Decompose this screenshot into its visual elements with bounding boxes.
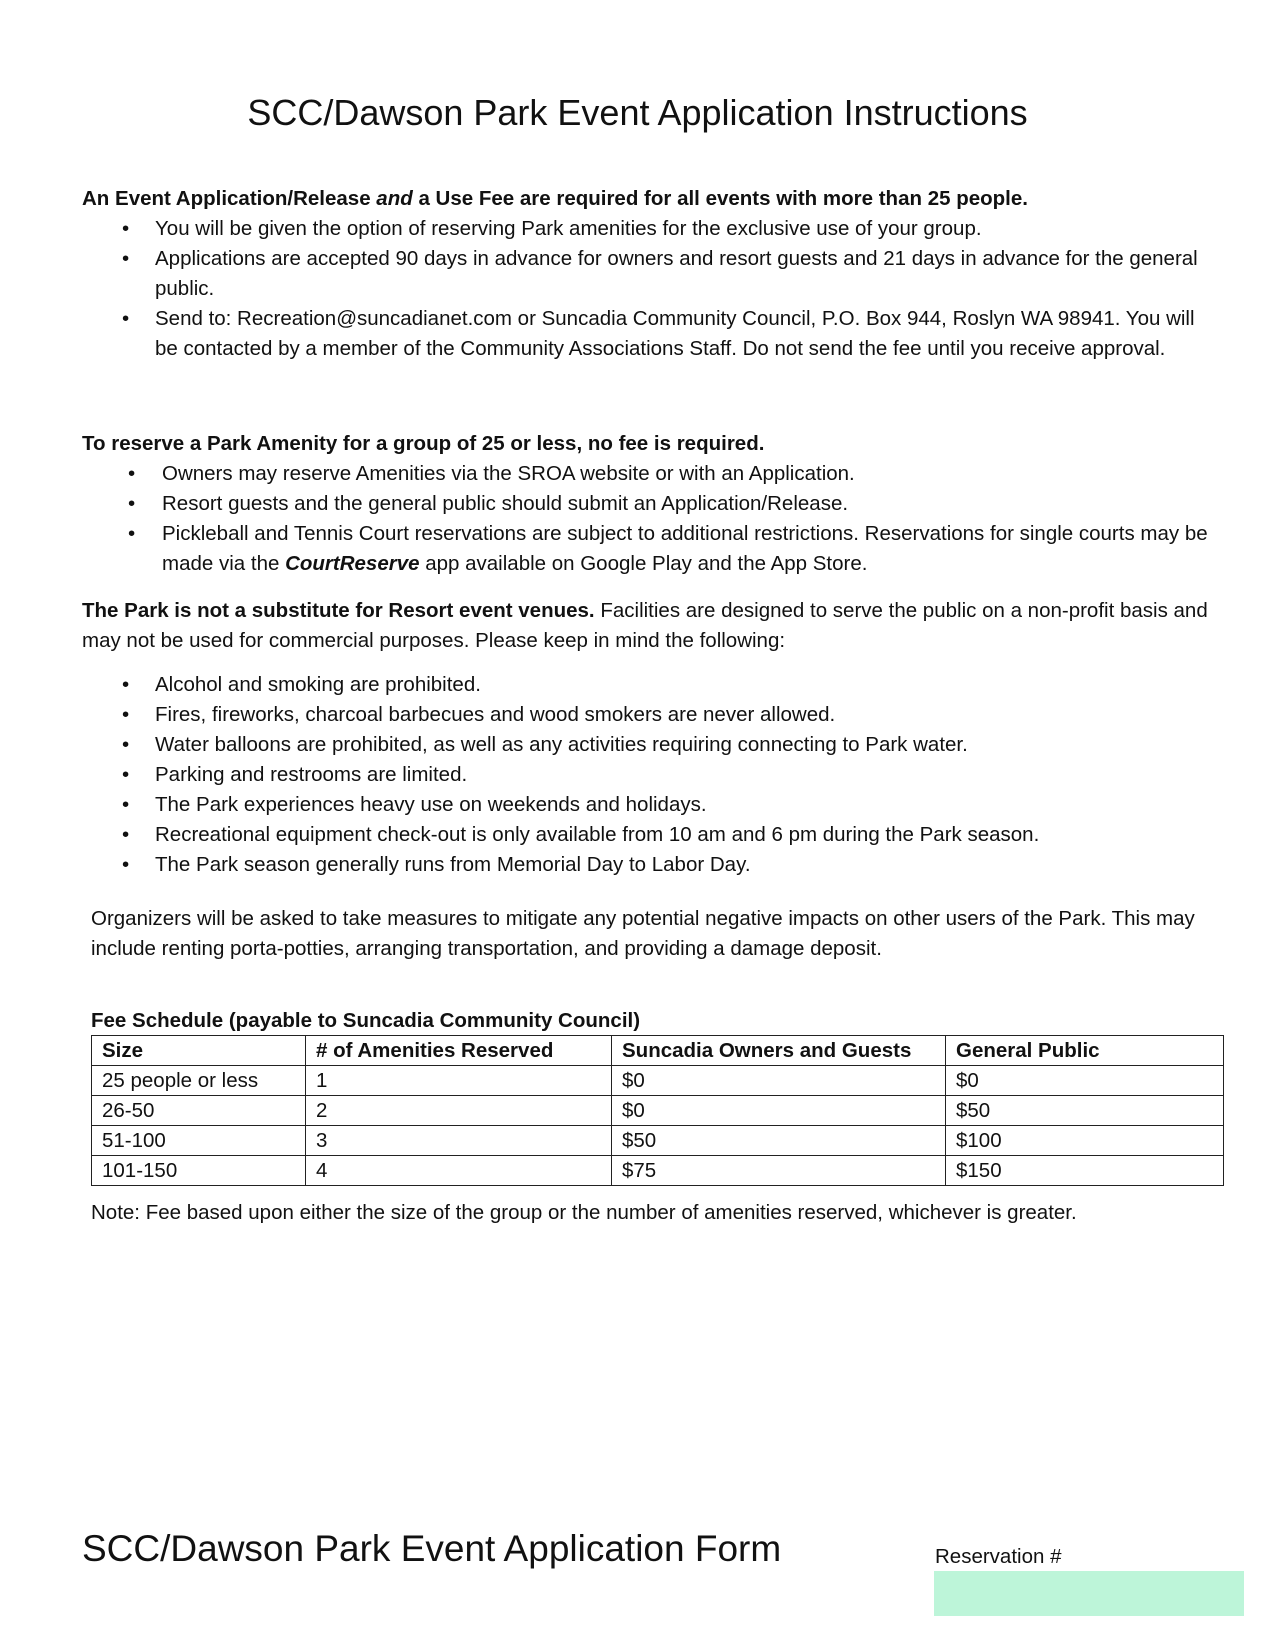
list-item: • Applications are accepted 90 days in advance for owners and resort guests and 21 days in advance for the general public. xyxy=(122,247,1198,300)
event-application-heading: An Event Application/Release and a Use Fee are required for all events with more than 25 people. xyxy=(82,187,1028,210)
list-item: • Recreational equipment check-out is only available from 10 am and 6 pm during the Park season. xyxy=(122,823,1040,846)
park-rules-section xyxy=(82,596,1222,880)
small-group-heading: To reserve a Park Amenity for a group of 25 or less, no fee is required. xyxy=(82,432,765,455)
form-title: SCC/Dawson Park Event Application Form xyxy=(82,1528,782,1569)
table-cell: $100 xyxy=(946,1126,1224,1156)
park-rules-list xyxy=(82,670,1222,880)
table-cell: 25 people or less xyxy=(92,1066,306,1096)
list-item: • Pickleball and Tennis Court reservations are subject to additional restrictions. Reservations for single courts may be made via the CourtReserve app available on Google Play and the App Store. xyxy=(128,522,1208,575)
table-cell: $50 xyxy=(946,1096,1224,1126)
table-row xyxy=(92,1096,1224,1126)
column-header-size: Size xyxy=(92,1036,306,1066)
small-group-list xyxy=(82,459,1222,579)
reservation-number-label: Reservation # xyxy=(935,1545,1062,1568)
table-cell: 26-50 xyxy=(92,1096,306,1126)
table-cell: $150 xyxy=(946,1156,1224,1186)
table-cell: 101-150 xyxy=(92,1156,306,1186)
table-cell: $50 xyxy=(612,1126,946,1156)
event-application-list xyxy=(82,214,1222,364)
table-header-row xyxy=(92,1036,1224,1066)
table-cell: 1 xyxy=(306,1066,612,1096)
table-cell: $75 xyxy=(612,1156,946,1186)
reservation-number-field[interactable] xyxy=(934,1571,1244,1616)
table-cell: 3 xyxy=(306,1126,612,1156)
list-item: • Water balloons are prohibited, as well as any activities requiring connecting to Park water. xyxy=(122,733,968,756)
column-header-owners-guests: Suncadia Owners and Guests xyxy=(612,1036,946,1066)
fee-schedule-caption: Fee Schedule (payable to Suncadia Community Council) xyxy=(91,1009,641,1032)
table-cell: 51-100 xyxy=(92,1126,306,1156)
list-item: • Alcohol and smoking are prohibited. xyxy=(122,673,481,696)
park-rules-intro: The Park is not a substitute for Resort event venues. Facilities are designed to serve the public on a non-profit basis and may not be used for commercial purposes. Please keep in mind the following: xyxy=(82,599,1208,652)
organizers-text: Organizers will be asked to take measures to mitigate any potential negative impacts on other users of the Park. This may include renting porta-potties, arranging transportation, and providing a damage deposit. xyxy=(91,907,1195,960)
list-item: • Resort guests and the general public should submit an Application/Release. xyxy=(128,492,849,515)
list-item: • You will be given the option of reserving Park amenities for the exclusive use of your group. xyxy=(122,217,982,240)
event-application-section xyxy=(82,184,1222,364)
list-item: • The Park experiences heavy use on weekends and holidays. xyxy=(122,793,707,816)
list-item: • Parking and restrooms are limited. xyxy=(122,763,468,786)
column-header-amenities: # of Amenities Reserved xyxy=(306,1036,612,1066)
organizers-section xyxy=(91,904,1211,964)
column-header-general-public: General Public xyxy=(946,1036,1224,1066)
page-title: SCC/Dawson Park Event Application Instructions xyxy=(247,92,1028,133)
list-item: • The Park season generally runs from Memorial Day to Labor Day. xyxy=(122,853,751,876)
list-item: • Send to: Recreation@suncadianet.com or Suncadia Community Council, P.O. Box 944, Roslyn WA 98941. You will be contacted by a member of the Community Associations Staff. Do not send the fee until you receive approval. xyxy=(122,307,1195,360)
fee-schedule-section xyxy=(91,1007,1231,1228)
table-row xyxy=(92,1156,1224,1186)
table-cell: 2 xyxy=(306,1096,612,1126)
table-row xyxy=(92,1126,1224,1156)
table-row xyxy=(92,1066,1224,1096)
list-item: • Owners may reserve Amenities via the SROA website or with an Application. xyxy=(128,462,855,485)
table-cell: $0 xyxy=(612,1066,946,1096)
table-cell: $0 xyxy=(612,1096,946,1126)
fee-schedule-table xyxy=(91,1035,1224,1186)
small-group-section xyxy=(82,429,1222,579)
fee-note: Note: Fee based upon either the size of the group or the number of amenities reserved, whichever is greater. xyxy=(91,1201,1077,1224)
table-cell: 4 xyxy=(306,1156,612,1186)
table-cell: $0 xyxy=(946,1066,1224,1096)
list-item: • Fires, fireworks, charcoal barbecues and wood smokers are never allowed. xyxy=(122,703,836,726)
